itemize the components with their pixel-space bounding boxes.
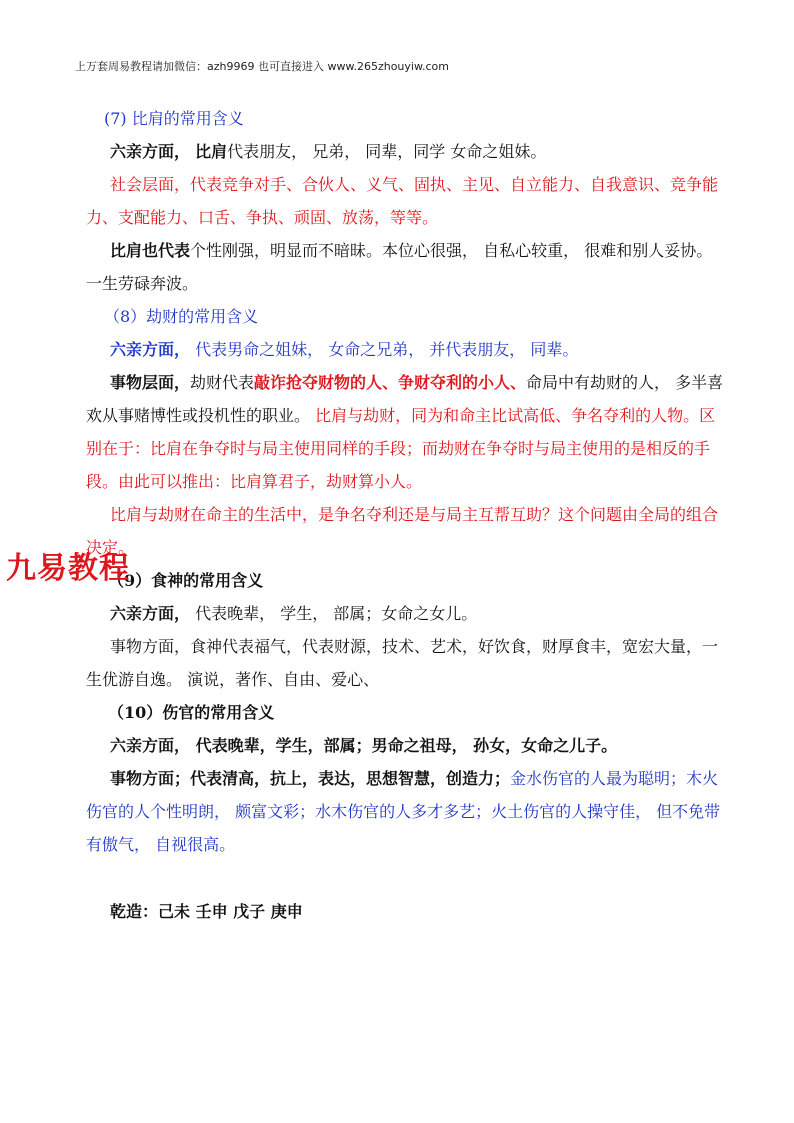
jiecai-emphasis: 敲诈抢夺财物的人、争财夺利的小人、 — [254, 373, 527, 392]
jiecai-shiwu-text2: 命局中有劫财的人， 多半喜欢从事赌博性或投机性的职业。 — [86, 373, 724, 425]
bijian-liuqin — [86, 135, 726, 168]
jiecai-question: 比肩与劫财在命主的生活中，是争名夺利还是与局主互帮互助？这个问题由全局的组合决定。 — [86, 505, 719, 557]
document-body — [86, 102, 726, 928]
bijian-shehui: 社会层面，代表竞争对手、合伙人、义气、固执、主见、自立能力、自我意识、竞争能力、支配能力、口舌、争执、顽固、放荡，等等。 — [86, 175, 719, 227]
shangguan-shiwu-lead: 事物方面；代表清高，抗上，表达，思想智慧，创造力； — [110, 769, 511, 788]
shangguan-shiwu — [86, 762, 726, 861]
jiecai-comparison: 比肩与劫财，同为和命主比试高低、争名夺利的人物。区别在于：比肩在争夺时与局主使用同样的手段；而劫财在争夺时与局主使用的是相反的手段。由此可以推出：比肩算君子，劫财算小人。 — [86, 406, 716, 491]
shangguan-liuqin: 六亲方面， 代表晚辈，学生，部属；男命之祖母， 孙女，女命之儿子。 — [110, 736, 618, 755]
shishen-liuqin-text: 代表晚辈， 学生， 部属；女命之女儿。 — [190, 604, 478, 623]
bijian-xingge-text: 个性刚强，明显而不暗昧。本位心很强， 自私心较重， 很难和别人妥协。一生劳碌奔波。 — [86, 241, 713, 293]
jiecai-liuqin — [86, 333, 726, 366]
bijian-xingge — [86, 234, 726, 300]
page-header: 上万套周易教程请加微信：azh9969 也可直接进入 www.265zhouyiw.com — [75, 60, 449, 73]
jiecai-shiwu — [86, 366, 726, 498]
label-liuqin: 六亲方面， — [110, 142, 191, 161]
section-heading-shangguan: （10）伤官的常用含义 — [108, 703, 275, 722]
label-liuqin: 六亲方面， — [110, 604, 191, 623]
term-bijian: 比肩 — [195, 142, 228, 161]
section-heading-jiecai: （8）劫财的常用含义 — [104, 307, 259, 326]
shishen-shiwu: 事物方面，食神代表福气，代表财源，技术、艺术，好饮食，财厚食丰，宽宏大量，一生优游自逸。 演说，著作、自由、爱心、 — [86, 637, 719, 689]
label-shiwu: 事物层面， — [110, 373, 191, 392]
spacer — [86, 861, 726, 895]
label-bijian-ye: 比肩也代表 — [110, 241, 191, 260]
watermark-logo: 九易教程 — [6, 551, 130, 586]
label-liuqin: 六亲方面， — [110, 340, 191, 359]
shishen-liuqin — [86, 597, 726, 630]
section-heading-bijian: (7) 比肩的常用含义 — [104, 109, 244, 128]
jiecai-shiwu-text1: 劫财代表 — [190, 373, 255, 392]
example-chart: 乾造：己未 壬申 戊子 庚申 — [110, 902, 303, 921]
bijian-liuqin-text: 代表朋友， 兄弟， 同辈，同学 女命之姐妹。 — [227, 142, 547, 161]
section-heading-shishen: （9）食神的常用含义 — [108, 571, 264, 590]
shangguan-shiwu-detail: 金水伤官的人最为聪明；木火伤官的人个性明朗， 颇富文彩；水木伤官的人多才多艺；火土伤官的人操守佳， 但不免带有傲气， 自视很高。 — [86, 769, 721, 854]
jiecai-liuqin-text: 代表男命之姐妹， 女命之兄弟， 并代表朋友， 同辈。 — [190, 340, 579, 359]
